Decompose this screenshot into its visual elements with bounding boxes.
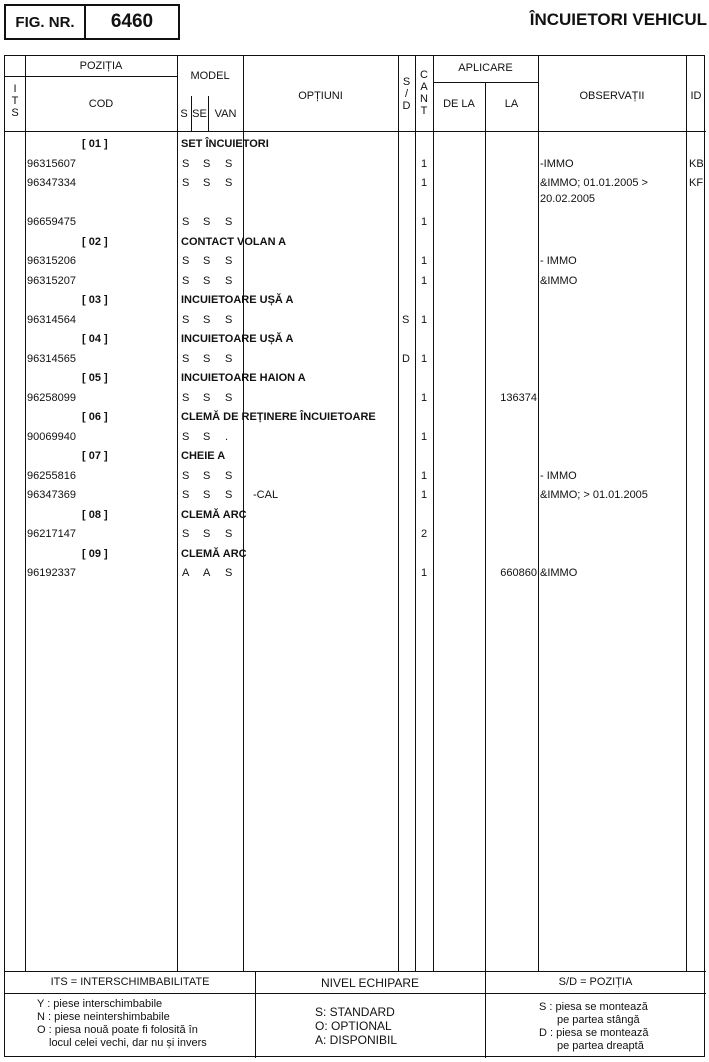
legend-nivel-title: NIVEL ECHIPARE (320, 976, 420, 990)
row-id: KB (689, 157, 704, 170)
model-s-value: S (182, 313, 190, 326)
header-bottom-line (5, 131, 706, 132)
divider (433, 82, 538, 83)
group-name: SET ÎNCUIETORI (181, 138, 269, 150)
applicability-la: 660860 (500, 567, 537, 579)
part-row (5, 174, 706, 205)
col-de-la: DE LA (443, 98, 475, 110)
model-van-value: S (225, 216, 233, 228)
part-row (5, 252, 706, 271)
group-number: [ 01 ] (82, 138, 108, 150)
model-s-value: A (182, 567, 190, 579)
part-row (5, 428, 706, 447)
observation-text: -IMMO (540, 157, 574, 170)
model-s-value: S (182, 216, 190, 228)
model-se-value: S (203, 216, 211, 228)
group-row (5, 135, 706, 154)
group-name: CLEMĂ ARC (181, 547, 247, 560)
model-van-value: S (225, 157, 233, 170)
part-row (5, 486, 706, 505)
model-van-value: S (225, 489, 233, 501)
model-s-value: S (182, 528, 190, 540)
legend-nivel-list: S: STANDARD O: OPTIONAL A: DISPONIBIL (315, 1005, 398, 1047)
model-van-value: S (225, 469, 233, 482)
model-se-value: S (203, 528, 211, 540)
observation-text: &IMMO (540, 567, 578, 579)
legend-its-list: Y : piese interschimbabile N : piese neintershimbabile O : piesa nouă poate fi folosită în locul celei vechi, dar nu și invers (37, 998, 207, 1049)
group-name: CLEMĂ ARC (181, 508, 247, 521)
model-se-value: S (203, 157, 211, 170)
model-se-value: S (203, 313, 211, 326)
model-s-value: S (182, 469, 190, 482)
model-se-value: S (203, 255, 211, 267)
observation-text: &IMMO; 01.01.2005 > (540, 177, 648, 189)
model-se-value: S (203, 489, 211, 501)
col-model-s: S (180, 108, 188, 120)
model-van-value: . (225, 430, 229, 443)
group-name: CONTACT VOLAN A (181, 235, 287, 248)
divider (5, 993, 706, 994)
model-se-value: S (203, 430, 211, 443)
observation-text: - IMMO (540, 469, 577, 482)
quantity-value: 1 (421, 216, 428, 228)
legend-sd-title: S/D = POZIȚIA (558, 976, 633, 988)
part-code: 96347334 (27, 177, 76, 189)
part-row (5, 311, 706, 330)
model-van-value: S (225, 177, 233, 189)
applicability-la: 136374 (500, 391, 537, 404)
col-cant: C A N T (420, 69, 428, 117)
model-van-value: S (225, 352, 233, 365)
col-pozitia: POZIȚIA (79, 60, 123, 72)
row-id: KF (689, 177, 704, 189)
quantity-value: 1 (421, 391, 428, 404)
group-row (5, 408, 706, 427)
model-s-value: S (182, 274, 190, 287)
model-van-value: S (225, 274, 233, 287)
group-row (5, 545, 706, 564)
part-code: 96659475 (27, 216, 76, 228)
quantity-value: 1 (421, 177, 428, 189)
group-row (5, 233, 706, 252)
model-van-value: S (225, 391, 233, 404)
part-code: 96255816 (27, 469, 76, 482)
part-code: 96315607 (27, 157, 76, 170)
quantity-value: 1 (421, 430, 428, 443)
model-se-value: S (203, 177, 211, 189)
part-code: 96192337 (27, 567, 76, 579)
observation-text-continued: 20.02.2005 (540, 193, 596, 205)
col-model: MODEL (190, 70, 230, 82)
part-row (5, 467, 706, 486)
part-code: 96314565 (27, 352, 76, 365)
model-s-value: S (182, 430, 190, 443)
group-number: [ 07 ] (82, 450, 108, 462)
legend-top-line (5, 971, 706, 972)
part-row (5, 389, 706, 408)
part-row (5, 525, 706, 544)
group-name: INCUIETOARE UȘĂ A (181, 294, 294, 306)
col-aplicare: APLICARE (458, 62, 513, 74)
figure-label: FIG. NR. (6, 6, 86, 38)
part-code: 96217147 (27, 528, 76, 540)
part-row (5, 564, 706, 583)
part-code: 96258099 (27, 391, 76, 404)
quantity-value: 1 (421, 352, 428, 365)
group-row (5, 330, 706, 349)
observation-text: - IMMO (540, 255, 577, 267)
model-se-value: A (203, 567, 211, 579)
model-s-value: S (182, 177, 190, 189)
legend-its-title: ITS = INTERSCHIMBABILITATE (50, 976, 210, 988)
model-se-value: S (203, 274, 211, 287)
figure-number: 6460 (110, 11, 154, 32)
quantity-value: 1 (421, 313, 428, 326)
model-van-value: S (225, 567, 233, 579)
side-value: D (402, 352, 410, 365)
observation-text: &IMMO; > 01.01.2005 (540, 489, 648, 501)
quantity-value: 2 (421, 528, 428, 540)
part-row (5, 213, 706, 232)
model-s-value: S (182, 391, 190, 404)
quantity-value: 1 (421, 489, 428, 501)
divider (5, 76, 177, 77)
group-name: CLEMĂ DE REȚINERE ÎNCUIETOARE (181, 411, 376, 423)
col-model-se: SE (192, 108, 207, 120)
page-title: ÎNCUIETORI VEHICUL (529, 10, 707, 29)
group-number: [ 06 ] (82, 411, 108, 423)
col-its: I T S (11, 83, 19, 119)
col-model-van: VAN (214, 108, 237, 120)
group-row (5, 291, 706, 310)
side-value: S (402, 313, 410, 326)
col-la: LA (504, 98, 519, 110)
part-code: 90069940 (27, 430, 76, 443)
part-code: 96315206 (27, 255, 76, 267)
group-row (5, 369, 706, 388)
col-sd: S / D (402, 76, 411, 112)
parts-table (4, 55, 705, 1057)
part-code: 96314564 (27, 313, 76, 326)
model-s-value: S (182, 255, 190, 267)
model-se-value: S (203, 391, 211, 404)
part-code: 96315207 (27, 274, 76, 287)
model-s-value: S (182, 352, 190, 365)
group-row (5, 447, 706, 466)
group-number: [ 08 ] (82, 508, 108, 521)
model-s-value: S (182, 157, 190, 170)
figure-number-box (4, 4, 180, 40)
part-row (5, 350, 706, 369)
part-row (5, 155, 706, 174)
group-name: INCUIETOARE HAION A (181, 372, 306, 384)
part-code: 96347369 (27, 489, 76, 501)
group-number: [ 04 ] (82, 333, 108, 345)
group-name: CHEIE A (181, 450, 226, 462)
observation-text: &IMMO (540, 274, 578, 287)
col-id: ID (690, 90, 702, 102)
quantity-value: 1 (421, 469, 428, 482)
group-number: [ 03 ] (82, 294, 108, 306)
legend-sd-list: S : piesa se montează pe partea stângă D : piesa se montează pe partea dreaptă (539, 1001, 649, 1052)
quantity-value: 1 (421, 157, 428, 170)
model-van-value: S (225, 313, 233, 326)
model-se-value: S (203, 352, 211, 365)
model-van-value: S (225, 255, 233, 267)
group-row (5, 506, 706, 525)
group-name: INCUIETOARE UȘĂ A (181, 333, 294, 345)
col-observatii: OBSERVAȚII (579, 90, 645, 102)
group-number: [ 09 ] (82, 547, 108, 560)
option-value: -CAL (253, 489, 279, 501)
quantity-value: 1 (421, 255, 428, 267)
model-van-value: S (225, 528, 233, 540)
quantity-value: 1 (421, 567, 428, 579)
model-s-value: S (182, 489, 190, 501)
group-number: [ 05 ] (82, 372, 108, 384)
quantity-value: 1 (421, 274, 428, 287)
model-se-value: S (203, 469, 211, 482)
col-cod: COD (88, 98, 114, 110)
part-row (5, 272, 706, 291)
col-optiuni: OPȚIUNI (298, 90, 343, 102)
group-number: [ 02 ] (82, 235, 108, 248)
